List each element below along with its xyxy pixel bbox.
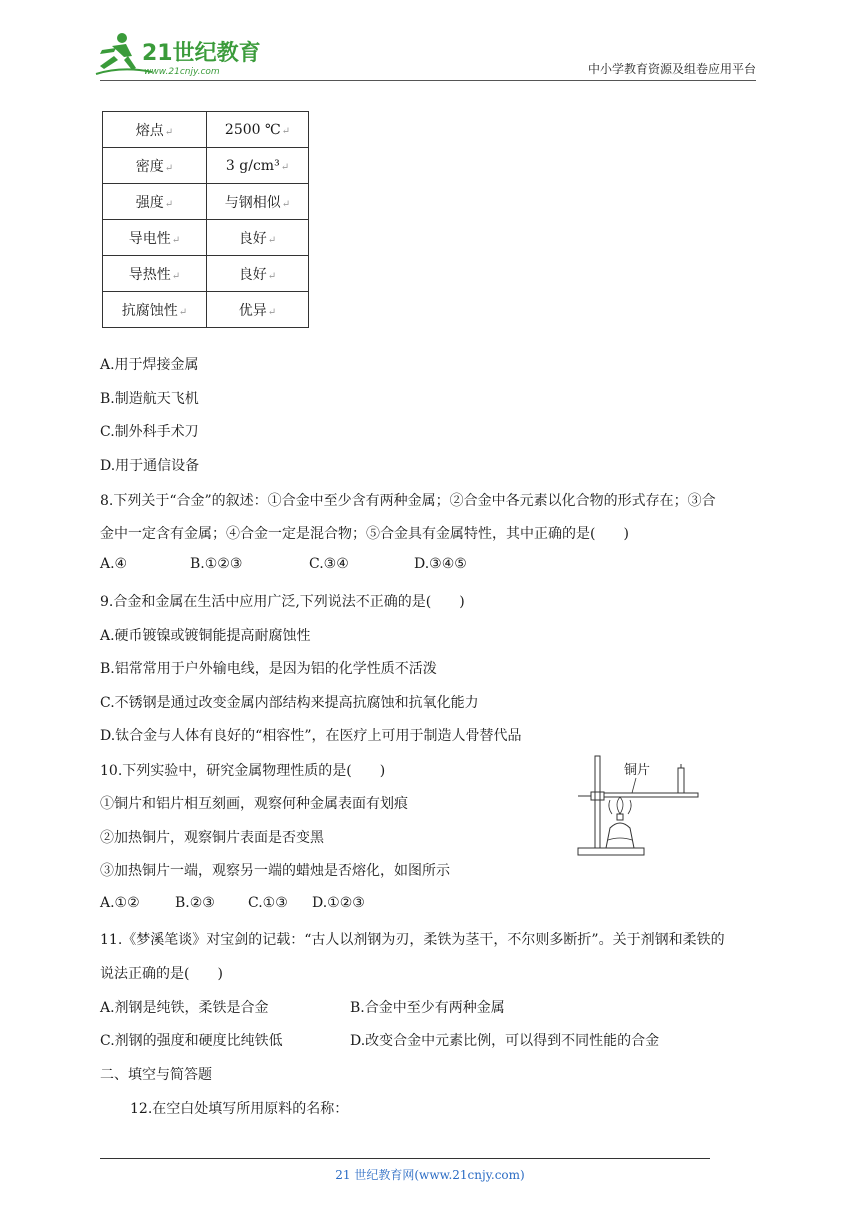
- q9-option-c: C.不锈钢是通过改变金属内部结构来提高抗腐蚀和抗氧化能力: [100, 695, 479, 711]
- site-logo: [92, 30, 267, 80]
- q11-option-c: C.剂钢的强度和硬度比纯铁低: [100, 1033, 283, 1049]
- table-cell-key: 导电性: [128, 230, 171, 247]
- table-cell-key: 熔点: [135, 122, 164, 139]
- table-row: 熔点↵ 2500 ℃↵: [103, 112, 309, 148]
- footer-divider: [100, 1158, 710, 1159]
- q11-option-b: B.合金中至少有两种金属: [350, 1000, 505, 1016]
- section-heading: 二、填空与简答题: [100, 1067, 212, 1083]
- q11-stem-line1: 11.《梦溪笔谈》对宝剑的记载：“古人以剂钢为刃，柔铁为茎干，不尔则多断折”。关于剂钢和柔铁的: [100, 932, 725, 948]
- q12-stem: 12.在空白处填写所用原料的名称：: [130, 1101, 349, 1117]
- q10-statement-1: ①铜片和铝片相互刻画，观察何种金属表面有划痕: [100, 796, 408, 812]
- q11-option-a: A.剂钢是纯铁，柔铁是合金: [100, 1000, 269, 1016]
- q7-option-c: C.制外科手术刀: [100, 424, 199, 440]
- q7-option-b: B.制造航天飞机: [100, 391, 199, 407]
- q8-option-a: A.④: [100, 556, 128, 572]
- property-table: [102, 111, 309, 328]
- table-cell-value: 2500 ℃: [224, 121, 281, 138]
- q10-statement-3: ③加热铜片一端，观察另一端的蜡烛是否熔化，如图所示: [100, 863, 450, 879]
- q10-option-a: A.①②: [100, 895, 140, 911]
- q10-stem: 10.下列实验中，研究金属物理性质的是( ): [100, 763, 386, 779]
- q8-option-d: D.③④⑤: [414, 556, 467, 572]
- table-row: 抗腐蚀性↵ 优异↵: [103, 292, 309, 328]
- table-cell-key: 强度: [135, 194, 164, 211]
- table-row: 密度↵ 3 g/cm³↵: [103, 148, 309, 184]
- q8-stem-line2: 金中一定含有金属；④合金一定是混合物；⑤合金具有金属特性，其中正确的是( ): [100, 526, 629, 542]
- table-row: 导电性↵ 良好↵: [103, 220, 309, 256]
- q9-option-a: A.硬币镀镍或镀铜能提高耐腐蚀性: [100, 628, 311, 644]
- copper-heating-apparatus-figure: [576, 752, 700, 858]
- q8-option-c: C.③④: [309, 556, 349, 572]
- q10-statement-2: ②加热铜片，观察铜片表面是否变黑: [100, 830, 324, 846]
- header-divider: [100, 80, 756, 81]
- header-platform-name: 中小学教育资源及组卷应用平台: [587, 62, 756, 76]
- table-cell-key: 抗腐蚀性: [121, 302, 178, 319]
- table-cell-value: 良好: [238, 230, 267, 247]
- table-cell-value: 3 g/cm³: [225, 157, 280, 174]
- table-cell-value: 良好: [238, 266, 267, 283]
- table-cell-value: 与钢相似: [224, 194, 281, 211]
- svg-text:铜片: 铜片: [624, 763, 651, 778]
- table-cell-key: 密度: [135, 158, 164, 175]
- table-row: 导热性↵ 良好↵: [103, 256, 309, 292]
- table-cell-value: 优异: [238, 302, 267, 319]
- q10-option-d: D.①②③: [312, 895, 365, 911]
- q10-option-b: B.②③: [175, 895, 215, 911]
- svg-text:www.21cnjy.com: www.21cnjy.com: [144, 67, 220, 77]
- q7-option-a: A.用于焊接金属: [100, 357, 199, 373]
- q9-stem: 9.合金和金属在生活中应用广泛,下列说法不正确的是( ): [100, 594, 465, 610]
- q10-option-c: C.①③: [248, 895, 288, 911]
- q7-option-d: D.用于通信设备: [100, 458, 200, 474]
- q8-stem-line1: 8.下列关于“合金”的叙述：①合金中至少含有两种金属；②合金中各元素以化合物的形式存在；③合: [100, 493, 716, 509]
- q9-option-b: B.铝常常用于户外输电线，是因为铝的化学性质不活泼: [100, 661, 437, 677]
- q11-option-d: D.改变合金中元素比例，可以得到不同性能的合金: [350, 1033, 660, 1049]
- q9-option-d: D.钛合金与人体有良好的“相容性”，在医疗上可用于制造人骨替代品: [100, 728, 522, 744]
- q11-stem-line2: 说法正确的是( ): [100, 966, 223, 982]
- svg-text:21世纪教育: 21世纪教育: [142, 41, 261, 66]
- footer-link[interactable]: 21 世纪教育网(www.21cnjy.com): [335, 1168, 525, 1182]
- q8-option-b: B.①②③: [190, 556, 243, 572]
- table-cell-key: 导热性: [128, 266, 171, 283]
- table-row: 强度↵ 与钢相似↵: [103, 184, 309, 220]
